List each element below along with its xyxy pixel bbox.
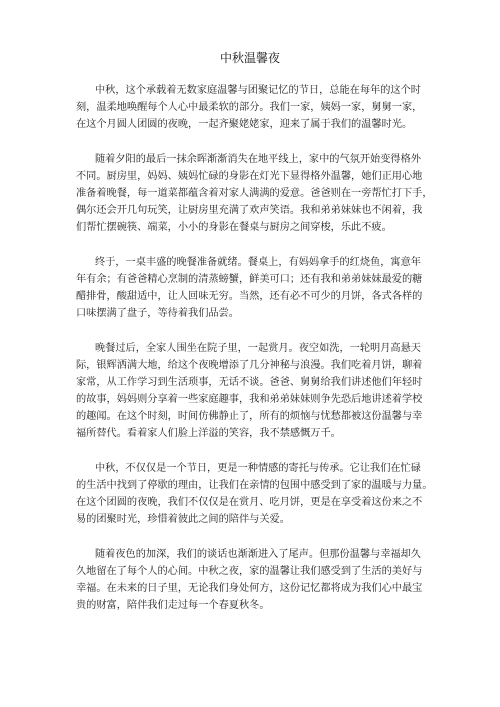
document-title: 中秋温馨夜 <box>219 51 280 65</box>
paragraph-line: 在这个团圆的夜晚，我们不仅仅是在赏月、吃月饼，更是在享受着这份来之不 <box>76 497 423 508</box>
paragraph-line: 晚餐过后，全家人围坐在院子里，一起赏月。夜空如洗，一轮明月高悬天 <box>95 343 421 354</box>
paragraph-line: 易的团聚时光，珍惜着彼此之间的陪伴与关爱。 <box>76 514 290 525</box>
paragraph-line: 家常，从工作学习到生活琐事，无话不谈。爸爸、舅舅给我们讲述他们年轻时 <box>76 377 423 388</box>
paragraph-line: 们帮忙摆碗筷、端菜，小小的身影在餐桌与厨房之间穿梭，乐此不疲。 <box>76 222 392 233</box>
paragraph-line: 久地留在了每个人的心间。中秋之夜，家的温馨让我们感受到了生活的美好与 <box>76 566 423 577</box>
paragraph-line: 偶尔还会开几句玩笑，让厨房里充满了欢声笑语。我和弟弟妹妹也不闲着，我 <box>76 205 423 216</box>
paragraph-line: 随着夕阳的最后一抹余晖渐渐消失在地平线上，家中的气氛开始变得格外 <box>95 154 421 165</box>
paragraph-line: 际，银辉洒满大地，给这个夜晚增添了几分神秘与浪漫。我们吃着月饼，聊着 <box>76 360 423 371</box>
paragraph-line: 幸福。在未来的日子里，无论我们身处何方，这份记忆都将成为我们心中最宝 <box>76 583 423 594</box>
paragraph-line: 中秋，这个承载着无数家庭温馨与团聚记忆的节日，总能在每年的这个时 <box>95 85 421 96</box>
paragraph-line: 不同。厨房里，妈妈、姨妈忙碌的身影在灯光下显得格外温馨，她们正用心地 <box>76 171 423 182</box>
paragraph-line: 年有余；有爸爸精心烹制的清蒸螃蟹，鲜美可口；还有我和弟弟妹妹最爱的糖 <box>76 274 423 285</box>
paragraph-line: 中秋，不仅仅是一个节日，更是一种情感的寄托与传承。它让我们在忙碌 <box>95 463 421 474</box>
paragraph-line: 刻，温柔地唤醒每个人心中最柔软的部分。我们一家，姨妈一家，舅舅一家， <box>76 102 423 113</box>
paragraph-line: 醋排骨，酸甜适中，让人回味无穷。当然，还有必不可少的月饼，各式各样的 <box>76 291 423 302</box>
paragraph-line: 福所替代。看着家人们脸上洋溢的笑容，我不禁感慨万千。 <box>76 428 341 439</box>
paragraph-line: 终于，一桌丰盛的晚餐准备就绪。餐桌上，有妈妈拿手的红烧鱼，寓意年 <box>95 257 421 268</box>
paragraph-line: 准备着晚餐，每一道菜都蕴含着对家人满满的爱意。爸爸则在一旁帮忙打下手， <box>76 188 433 199</box>
paragraph-line: 贵的财富，陪伴我们走过每一个春夏秋冬。 <box>76 600 270 611</box>
paragraph-line: 的故事，妈妈则分享着一些家庭趣事，我和弟弟妹妹则争先恐后地讲述着学校 <box>76 394 423 405</box>
paragraph-line: 的趣闻。在这个时刻，时间仿佛静止了，所有的烦恼与忧愁都被这份温馨与幸 <box>76 411 423 422</box>
paragraph-line: 的生活中找到了停歇的理由，让我们在亲情的包围中感受到了家的温暖与力量。 <box>76 480 433 491</box>
paragraph-line: 在这个月圆人团圆的夜晚，一起齐聚姥姥家，迎来了属于我们的温馨时光。 <box>76 119 413 130</box>
paragraph-line: 随着夜色的加深，我们的谈话也渐渐进入了尾声。但那份温馨与幸福却久 <box>95 549 421 560</box>
paragraph-line: 口味摆满了盘子，等待着我们品尝。 <box>76 308 239 319</box>
